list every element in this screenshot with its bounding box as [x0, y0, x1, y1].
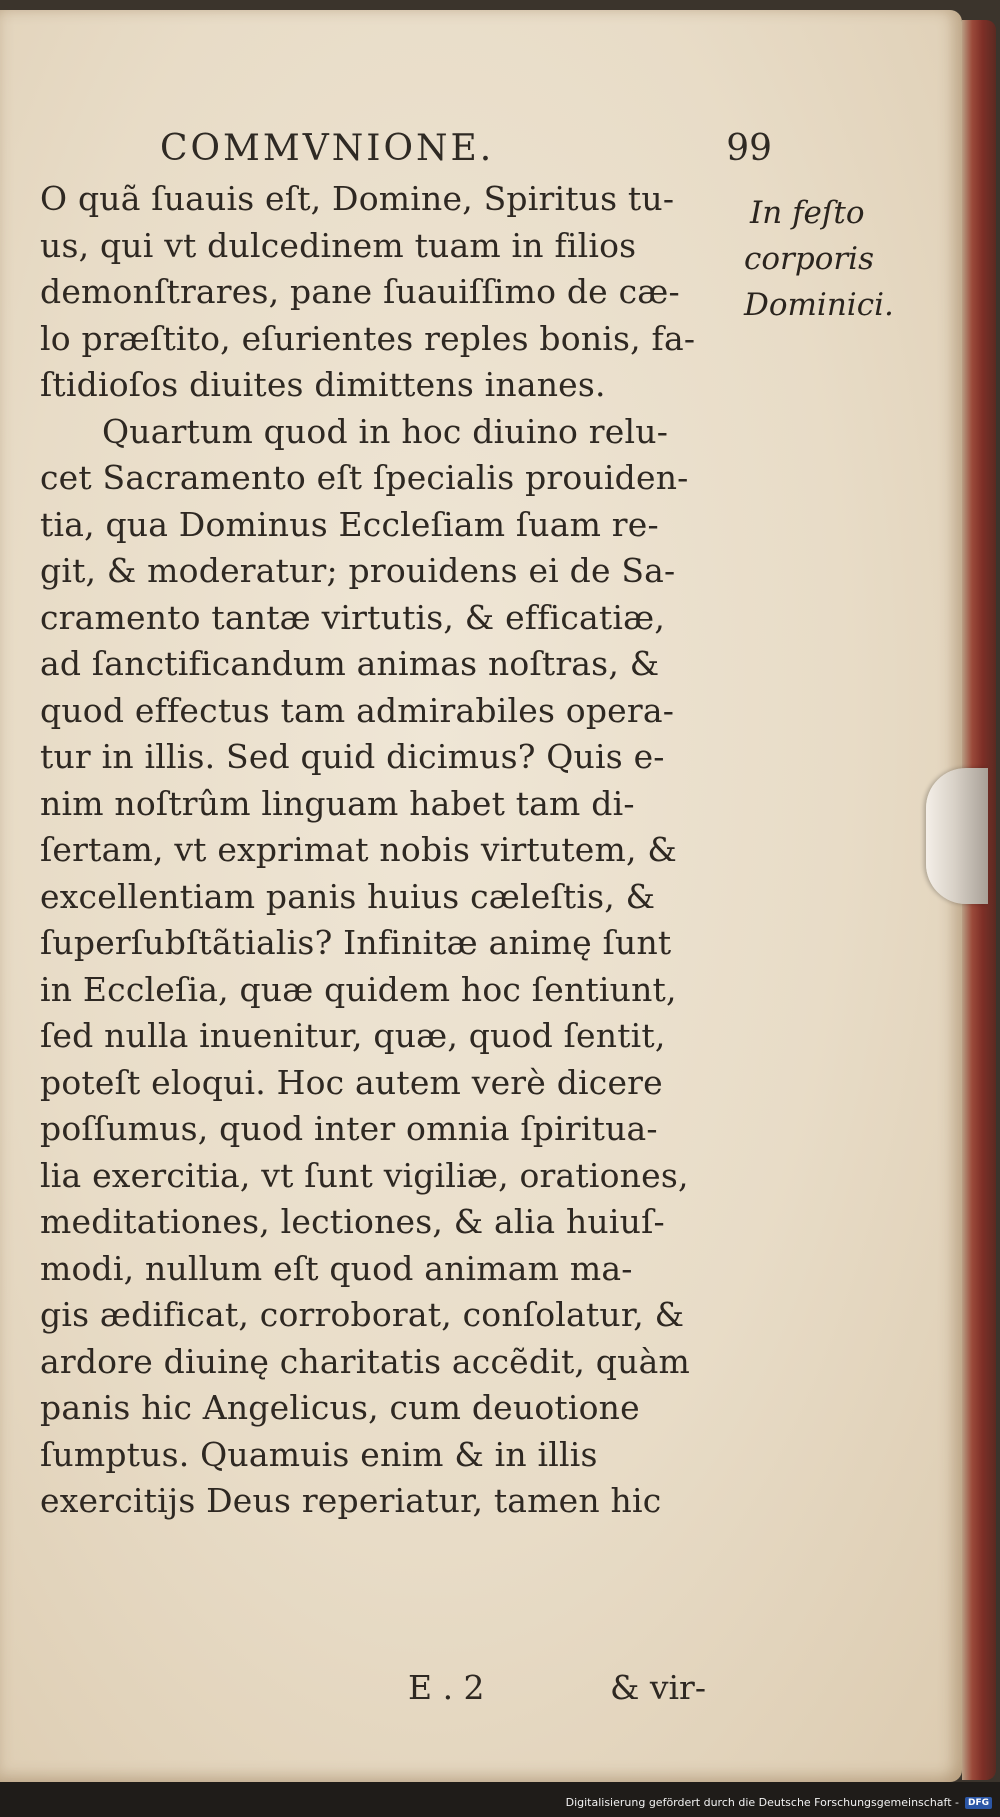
signature-mark: E . 2	[408, 1668, 485, 1707]
text-line: tur in illis. Sed quid dicimus? Quis e-	[40, 737, 665, 776]
signature-line	[40, 1668, 740, 1714]
text-line: cet Sacramento eſt ſpecialis prouiden-	[40, 458, 689, 497]
text-line: poſſumus, quod inter omnia ſpiritua-	[40, 1109, 658, 1148]
credit-text: Digitalisierung gefördert durch die Deutsche Forschungsgemeinschaft -	[565, 1796, 959, 1809]
marginal-note-line: Dominici.	[744, 287, 894, 323]
text-line: us, qui vt dulcedinem tuam in filios	[40, 225, 637, 265]
text-line: gis ædificat, corroborat, conſolatur, &	[40, 1295, 685, 1334]
text-line: meditationes, lectiones, & alia huiuſ-	[40, 1202, 665, 1241]
text-line: Quartum quod in hoc diuino relu-	[102, 411, 669, 451]
text-line: quod effectus tam admirabiles opera-	[40, 690, 675, 730]
text-line: exercitijs Deus reperiatur, tamen hic	[40, 1481, 662, 1520]
marginal-note	[744, 190, 944, 328]
text-line: ſed nulla inuenitur, quæ, quod ſentit,	[40, 1016, 666, 1055]
text-line: modi, nullum eſt quod animam ma-	[40, 1248, 633, 1288]
text-line: panis hic Angelicus, cum deuotione	[40, 1388, 640, 1427]
text-line: excellentiam panis huius cæleſtis, &	[40, 876, 656, 916]
running-title: COMMVNIONE.	[160, 128, 495, 169]
text-line: lia exercitia, vt ſunt vigiliæ, orationes,	[40, 1155, 689, 1195]
text-line: O quã ſuauis eſt, Domine, Spiritus tu-	[40, 179, 675, 218]
digitization-credit	[566, 1796, 992, 1809]
text-line: poteſt eloqui. Hoc autem verè dicere	[40, 1062, 663, 1102]
text-line: in Eccleſia, quæ quidem hoc ſentiunt,	[40, 969, 677, 1009]
text-line: ſertam, vt exprimat nobis virtutem, &	[40, 830, 677, 869]
text-block	[40, 128, 772, 1707]
text-line: demonſtrares, pane ſuauiſſimo de cæ-	[40, 272, 680, 311]
text-line: ſuperſubſtãtialis? Infinitæ animę ſunt	[40, 923, 672, 962]
text-line: ſtidioſos diuites dimittens inanes.	[40, 365, 606, 404]
text-line: lo præſtito, eſurientes reples bonis, fa-	[40, 318, 696, 358]
dfg-logo: DFG	[965, 1797, 992, 1809]
text-line: ardore diuinę charitatis accẽdit, quàm	[40, 1341, 690, 1381]
book-page	[0, 10, 962, 1782]
text-line: ad ſanctificandum animas noſtras, &	[40, 644, 660, 683]
marginal-note-line: corporis	[744, 241, 874, 277]
page-number: 99	[726, 128, 772, 169]
text-line: cramento tantæ virtutis, & efficatiæ,	[40, 597, 666, 637]
catchword: & vir-	[610, 1668, 706, 1707]
book-clip	[926, 768, 988, 904]
marginal-note-line: In feſto	[750, 195, 865, 231]
text-line: tia, qua Dominus Eccleſiam ſuam re-	[40, 504, 659, 544]
text-line: nim noſtrûm linguam habet tam di-	[40, 783, 635, 823]
text-line: ſumptus. Quamuis enim & in illis	[40, 1434, 598, 1474]
page-header	[160, 128, 772, 176]
text-line: git, & moderatur; prouidens ei de Sa-	[40, 551, 676, 590]
